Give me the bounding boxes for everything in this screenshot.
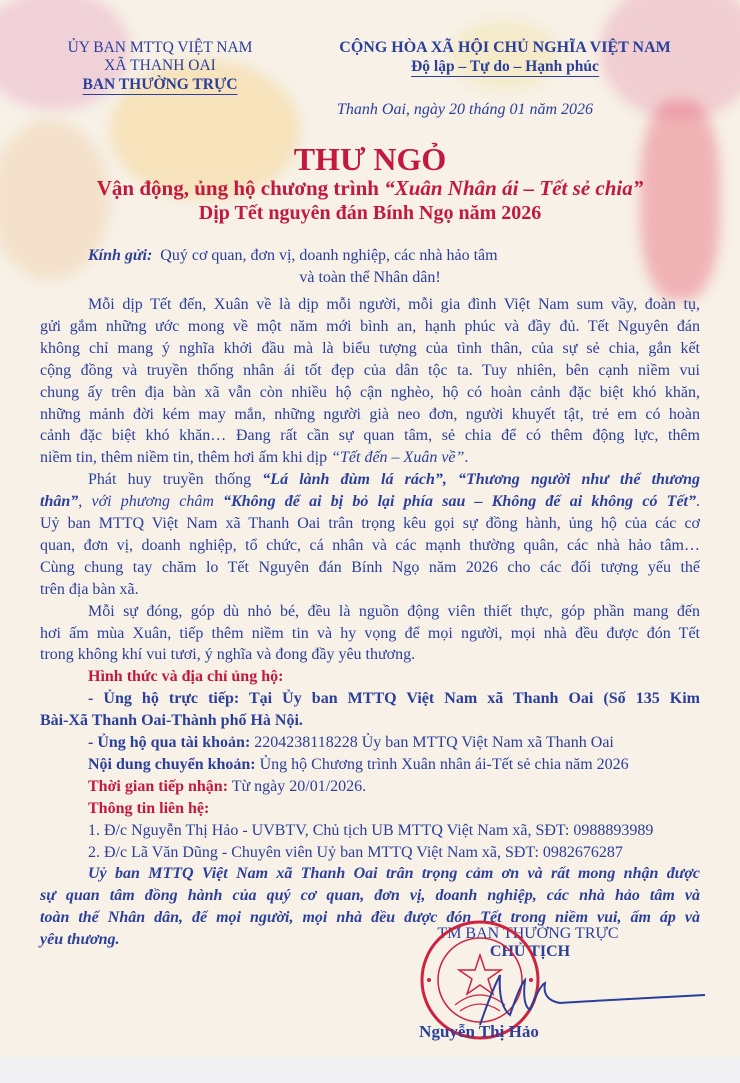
body-line bbox=[88, 798, 700, 820]
text-segment: “Không để ai bị bỏ lại phía sau – Không để ai không có Tết” bbox=[223, 493, 697, 511]
text-segment: 2. Đ/c Lã Văn Dũng - Chuyên viên Uỷ ban MTTQ Việt Nam xã, SĐT: 0982676287 bbox=[88, 843, 623, 861]
text-segment: những mảnh đời kém may mắn, những người già neo đơn, người khuyết tật, trẻ em có hoàn bbox=[40, 405, 700, 423]
text-segment: Mỗi dịp Tết đến, Xuân về là dịp mỗi người, mỗi gia đình Việt Nam sum vầy, đoàn tụ, bbox=[88, 296, 700, 313]
salutation bbox=[88, 247, 498, 265]
motto: Độ lập – Tự do – Hạnh phúc bbox=[411, 58, 599, 75]
letter-subtitle bbox=[97, 176, 643, 201]
text-segment: không chỉ mang ý nghĩa khởi đầu mà là biểu tượng của tình thân, của sự sẻ chia, gắn kết bbox=[40, 339, 700, 357]
letter-occasion: Dịp Tết nguyên đán Bính Ngọ năm 2026 bbox=[198, 202, 542, 224]
body-line bbox=[40, 382, 700, 404]
body-line bbox=[40, 513, 700, 535]
text-segment: 1. Đ/c Nguyễn Thị Hảo - UVBTV, Chủ tịch UB MTTQ Việt Nam xã, SĐT: 0988893989 bbox=[88, 821, 654, 839]
text-segment: Hình thức và địa chỉ ủng hộ: bbox=[88, 668, 284, 686]
body-line bbox=[40, 644, 700, 666]
body-line bbox=[40, 535, 700, 557]
signature-role: CHỦ TỊCH bbox=[489, 943, 571, 960]
body-line bbox=[88, 601, 700, 623]
body-line bbox=[88, 820, 700, 842]
letter-title: THƯ NGỎ bbox=[293, 141, 447, 177]
text-segment: quan, đơn vị, doanh nghiệp, tổ chức, cá nhân và các mạnh thường quân, các nhà hảo tâm… bbox=[40, 536, 700, 554]
body-line bbox=[40, 710, 700, 732]
body-line bbox=[88, 732, 700, 754]
signer-name: Nguyễn Thị Hảo bbox=[419, 1022, 539, 1041]
country-name: CỘNG HÒA XÃ HỘI CHỦ NGHĨA VIỆT NAM bbox=[339, 39, 671, 56]
text-segment: gửi gắm những ước mong về một năm mới bình an, hạnh phúc và đầy đủ. Tết Nguyên đán bbox=[40, 317, 700, 335]
text-segment: yêu thương. bbox=[40, 931, 120, 949]
text-segment: . bbox=[696, 493, 700, 511]
flower-decoration bbox=[640, 100, 720, 300]
text-segment: trên địa bàn xã. bbox=[40, 580, 139, 598]
body-line bbox=[40, 885, 700, 907]
body-line bbox=[88, 776, 700, 798]
text-segment: Mỗi sự đóng, góp dù nhỏ bé, đều là nguồn động viên thiết thực, góp phần mang đến bbox=[88, 602, 700, 620]
text-segment: cộng đồng và truyền thống nhân ái tốt đẹp của dân tộc ta. Tuy nhiên, bên cạnh niềm vui bbox=[40, 361, 700, 379]
text-segment: hơi ấm mùa Xuân, tiếp thêm niềm tin và hy vọng để mọi người, mọi nhà đều được đón Tết bbox=[40, 624, 700, 642]
org-department: BAN THƯỜNG TRỰC bbox=[82, 76, 238, 93]
text-segment: Thời gian tiếp nhận: bbox=[88, 777, 229, 795]
body-line bbox=[40, 404, 700, 426]
salutation-recipients: Quý cơ quan, đơn vị, doanh nghiệp, các nhà hảo tâm bbox=[160, 247, 498, 264]
text-segment: niềm tin, thêm niềm tin, thêm hơi ấm khi dịp bbox=[40, 449, 332, 467]
text-segment: - Ủng hộ trực tiếp: Tại Ủy ban MTTQ Việt Nam xã Thanh Oai (Số 135 Kim bbox=[88, 690, 700, 708]
program-name: “Xuân Nhân ái – Tết sẻ chia” bbox=[384, 176, 644, 200]
text-segment: Nội dung chuyển khoản: bbox=[88, 755, 256, 773]
org-name-line2: XÃ THANH OAI bbox=[104, 57, 216, 74]
text-segment: Uỷ ban MTTQ Việt Nam xã Thanh Oai trân trọng cảm ơn và rất mong nhận được bbox=[88, 865, 700, 883]
text-segment: . bbox=[464, 449, 469, 467]
text-segment: thân” bbox=[40, 493, 79, 511]
subtitle-text: Vận động, ủng hộ chương trình bbox=[96, 176, 385, 200]
text-segment: - Ủng hộ qua tài khoản: bbox=[88, 734, 251, 751]
body-line bbox=[40, 447, 700, 469]
body-line bbox=[88, 863, 700, 885]
text-segment: trong không khí vui tươi, ý nghĩa và đong đầy yêu thương. bbox=[40, 646, 416, 664]
body-line bbox=[88, 842, 700, 864]
body-line bbox=[40, 623, 700, 645]
body-line bbox=[40, 491, 700, 513]
body-line bbox=[40, 360, 700, 382]
body-line bbox=[40, 338, 700, 360]
text-segment: Thông tin liên hệ: bbox=[88, 799, 210, 817]
text-segment: Uỷ ban MTTQ Việt Nam xã Thanh Oai trân trọng kêu gọi sự đồng hành, ủng hộ của các cơ bbox=[40, 515, 700, 532]
org-name-line1: ỦY BAN MTTQ VIỆT NAM bbox=[67, 39, 253, 56]
text-segment: Phát huy truyền thống bbox=[88, 471, 263, 489]
salutation-label: Kính gửi: bbox=[88, 247, 153, 264]
text-segment: 2204238118228 Ủy ban MTTQ Việt Nam xã Thanh Oai bbox=[250, 734, 614, 751]
text-segment: toàn thể Nhân dân, để mọi người, mọi nhà đều được đón Tết trong niềm vui, ấm áp và bbox=[40, 909, 700, 927]
text-segment: sự quan tâm đồng hành của quý cơ quan, đơn vị, doanh nghiệp, các nhà hảo tâm và bbox=[40, 887, 700, 905]
text-segment: “Tết đến – Xuân về” bbox=[331, 449, 465, 467]
text-segment: với phương châm bbox=[91, 493, 224, 511]
text-segment: , bbox=[78, 493, 92, 511]
text-segment: Bài-Xã Thanh Oai-Thành phố Hà Nội. bbox=[40, 712, 303, 730]
body-line bbox=[40, 579, 700, 601]
text-segment: Từ ngày 20/01/2026. bbox=[228, 777, 367, 795]
body-line bbox=[88, 754, 700, 776]
text-segment: Ủng hộ Chương trình Xuân nhân ái-Tết sẻ chia năm 2026 bbox=[255, 755, 629, 773]
body-line bbox=[40, 316, 700, 338]
letter-date: Thanh Oai, ngày 20 tháng 01 năm 2026 bbox=[337, 101, 593, 118]
body-line bbox=[88, 688, 700, 710]
body-line bbox=[88, 666, 700, 688]
text-segment: Cùng chung tay chăm lo Tết Nguyên đán Bính Ngọ năm 2026 cho các đối tượng yếu thế bbox=[40, 558, 700, 576]
body-line bbox=[88, 469, 700, 491]
text-segment: chung ấy trên địa bàn xã vẫn còn nhiều hộ cận nghèo, hộ có hoàn cảnh đặc biệt khó khăn, bbox=[40, 383, 700, 401]
body-line bbox=[40, 557, 700, 579]
body-line bbox=[40, 425, 700, 447]
signature-org: TM BAN THƯỜNG TRỰC bbox=[437, 925, 619, 942]
body-line bbox=[88, 294, 700, 316]
salutation-recipients-2: và toàn thể Nhân dân! bbox=[299, 269, 441, 286]
text-segment: “Lá lành đùm lá rách”, “Thương người như thể thương bbox=[262, 471, 700, 489]
text-segment: cảnh đặc biệt khó khăn… Đang rất cần sự quan tâm, sẻ chia để có thêm động lực, thêm bbox=[40, 427, 700, 445]
